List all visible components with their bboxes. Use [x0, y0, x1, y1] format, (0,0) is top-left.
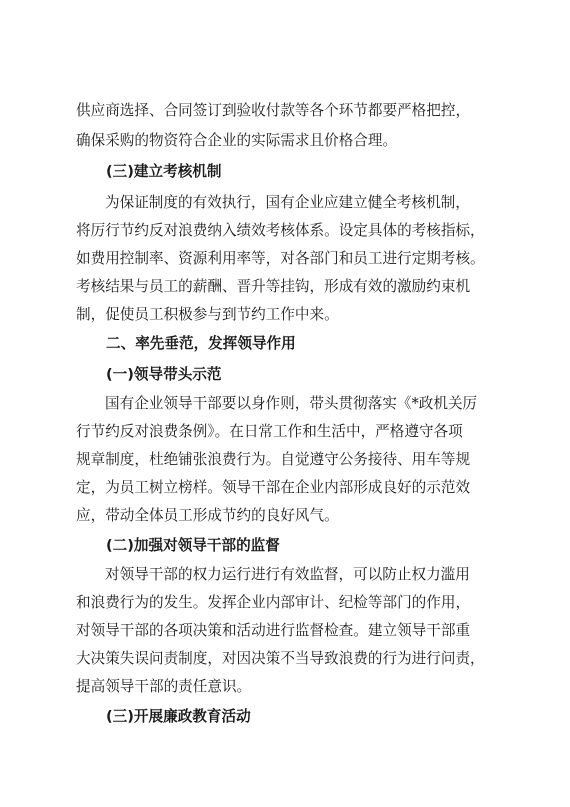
section-heading: (三)建立考核机制 [106, 163, 222, 180]
paragraph-line: 提高领导干部的责任意识。 [76, 678, 252, 695]
paragraph-line: 确保采购的物资符合企业的实际需求且价格合理。 [76, 132, 398, 149]
section-heading: (三)开展廉政教育活动 [106, 708, 251, 725]
paragraph-line: 对领导干部的各项决策和活动进行监督检查。建立领导干部重 [76, 622, 471, 639]
paragraph-line: 对领导干部的权力运行进行有效监督，可以防止权力滥用 [105, 566, 470, 583]
paragraph-line: 将厉行节约反对浪费纳入绩效考核体系。设定具体的考核指标， [76, 222, 485, 239]
paragraph-line: 为保证制度的有效执行，国有企业应建立健全考核机制， [105, 194, 470, 211]
paragraph-line: 大决策失误问责制度，对因决策不当导致浪费的行为进行问责， [76, 650, 485, 667]
paragraph-line: 国有企业领导干部要以身作则，带头贯彻落实《*政机关厉 [105, 395, 478, 412]
section-heading: (一)领导带头示范 [106, 366, 222, 383]
chapter-heading: 二、率先垂范，发挥领导作用 [106, 335, 296, 352]
paragraph-line: 如费用控制率、资源利用率等，对各部门和员工进行定期考核。 [76, 250, 485, 267]
paragraph-line: 供应商选择、合同签订到验收付款等各个环节都要严格把控， [76, 102, 471, 119]
paragraph-line: 定，为员工树立榜样。领导干部在企业内部形成良好的示范效 [76, 479, 471, 496]
paragraph-line: 制，促使员工积极参与到节约工作中来。 [76, 306, 339, 323]
paragraph-line: 行节约反对浪费条例》。在日常工作和生活中，严格遵守各项 [76, 423, 463, 440]
paragraph-line: 规章制度，杜绝铺张浪费行为。自觉遵守公务接待、用车等规 [76, 451, 471, 468]
paragraph-line: 考核结果与员工的薪酬、晋升等挂钩，形成有效的激励约束机 [76, 278, 471, 295]
paragraph-line: 应，带动全体员工形成节约的良好风气。 [76, 507, 339, 524]
paragraph-line: 和浪费行为的发生。发挥企业内部审计、纪检等部门的作用， [76, 594, 471, 611]
section-heading: (二)加强对领导干部的监督 [106, 537, 280, 554]
